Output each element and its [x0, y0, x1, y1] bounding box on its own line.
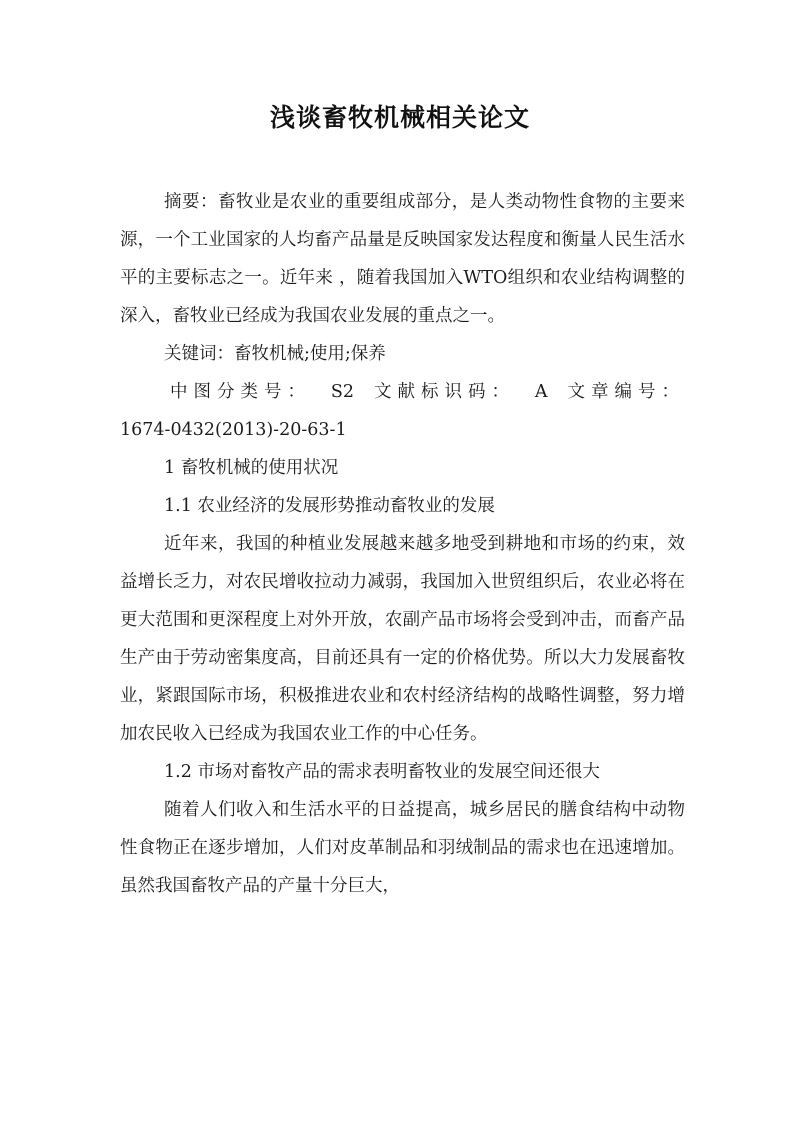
document-title: 浅谈畜牧机械相关论文: [269, 103, 530, 132]
classification-line: [120, 373, 685, 411]
subsection-heading: 1.2 市场对畜牧产品的需求表明畜牧业的发展空间还很大: [164, 762, 600, 782]
abstract-paragraph: 摘要：畜牧业是农业的重要组成部分，是人类动物性食物的主要来源，一个工业国家的人均畜产品量是反映国家发达程度和衡量人民生活水平的主要标志之一。近年来 ，随着我国加入WTO组织和农业结构调整的深入，畜牧业已经成为我国农业发展的重点之一。: [120, 192, 685, 326]
clc-value: S2: [330, 382, 355, 402]
subsection-heading: 1.1 农业经济的发展形势推动畜牧业的发展: [164, 496, 495, 516]
article-no-label: 文章编号：: [567, 382, 685, 402]
doc-code-value: A: [534, 382, 548, 402]
clc-label: 中图分类号：: [170, 382, 311, 402]
document-body: [120, 183, 685, 905]
body-paragraph: 随着人们收入和生活水平的日益提高，城乡居民的膳食结构中动物性食物正在逐步增加，人们对皮革制品和羽绒制品的需求也在迅速增加。虽然我国畜牧产品的产量十分巨大，: [120, 800, 685, 896]
doc-code-label: 文献标识码：: [373, 382, 515, 402]
keywords-line: 关键词：畜牧机械;使用;保养: [164, 344, 386, 364]
article-number: 1674-0432(2013)-20-63-1: [120, 420, 347, 440]
section-heading: 1 畜牧机械的使用状况: [164, 458, 339, 478]
body-paragraph: 近年来，我国的种植业发展越来越多地受到耕地和市场的约束，效益增长乏力，对农民增收拉动力减弱，我国加入世贸组织后，农业必将在更大范围和更深程度上对外开放，农副产品市场将会受到冲击，而畜产品生产由于劳动密集度高，目前还具有一定的价格优势。所以大力发展畜牧业，紧跟国际市场，积极推进农业和农村经济结构的战略性调整，努力增加农民收入已经成为我国农业工作的中心任务。: [120, 534, 685, 744]
